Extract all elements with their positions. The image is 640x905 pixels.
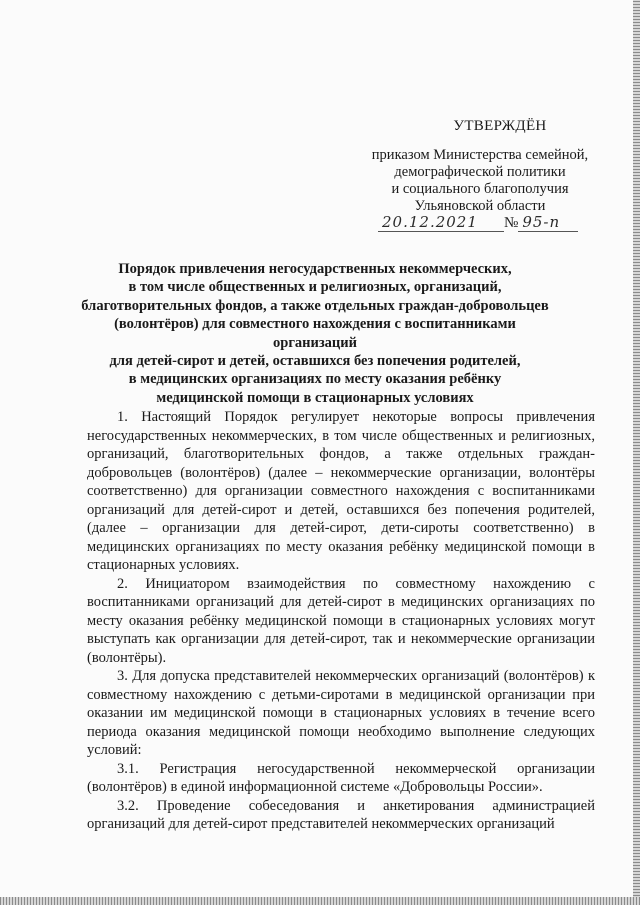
heading-line: (волонтёров) для совместного нахождения с воспитанниками организаций (114, 316, 516, 351)
paragraph-1: 1. Настоящий Порядок регулирует некоторые вопросы привлечения негосударственных некоммерческих, в том числе общественных и религиозных, организаций, благотворительных фондов, а также отдельных граждан-добровольцев (волонтёров) (далее – некоммерческие организации, волонтёры соответственно) для организации совместного нахождения с воспитанниками организаций для детей-сирот и детей, оставшихся без попечения родителей, (далее – организации для детей-сирот, дети-сироты соответственно) в медицинских организациях по месту оказания ребёнку медицинской помощи в стационарных условиях. (87, 409, 595, 573)
heading-line: в том числе общественных и религиозных, организаций, (128, 279, 502, 296)
approval-line-1: приказом Министерства семейной, (371, 147, 589, 163)
paragraph-3: 3. Для допуска представителей некоммерческих организаций (волонтёров) к совместному нахождению с детьми-сиротами в медицинской организации при оказании им медицинской помощи в стационарных условиях в течение всего периода оказания медицинской помощи необходимо выполнение следующих условий: (87, 668, 595, 758)
paragraph-3-2: 3.2. Проведение собеседования и анкетирования администрацией организаций для детей-сирот представителей некоммерческих организаций (87, 797, 595, 832)
document-heading (80, 260, 550, 407)
approval-date-number (378, 213, 578, 232)
approval-title: УТВЕРЖДЁН (453, 118, 547, 134)
heading-line: Порядок привлечения негосударственных некоммерческих, (118, 261, 512, 277)
heading-line: для детей-сирот и детей, оставшихся без попечения родителей, (109, 353, 521, 370)
paragraph-2: 2. Инициатором взаимодействия по совместному нахождению с воспитанниками организаций для детей-сирот в медицинских организациях по месту оказания ребёнку медицинской помощи в стационарных условиях могут выступать как организации для детей-сирот, так и некоммерческие организации (волонтёры). (87, 575, 595, 666)
heading-line: в медицинских организациях по месту оказания ребёнку (128, 371, 502, 388)
heading-line: благотворительных фондов, а также отдельных граждан-добровольцев (81, 297, 549, 314)
handwritten-order-number: 95-п (518, 213, 578, 232)
approval-line-3: и социального благополучия (391, 181, 569, 197)
scan-edge-bottom (0, 897, 640, 905)
approval-line-4: Ульяновской области (414, 198, 546, 214)
heading-line: медицинской помощи в стационарных условиях (156, 389, 474, 406)
paragraph-3-1: 3.1. Регистрация негосударственной некоммерческой организации (волонтёров) в единой информационной системе «Добровольцы России». (87, 760, 595, 795)
document-body (87, 408, 595, 834)
handwritten-date: 20.12.2021 (378, 213, 504, 232)
approval-line-2: демографической политики (394, 164, 566, 180)
number-sign: № (504, 215, 519, 231)
scan-edge-right (633, 0, 640, 905)
